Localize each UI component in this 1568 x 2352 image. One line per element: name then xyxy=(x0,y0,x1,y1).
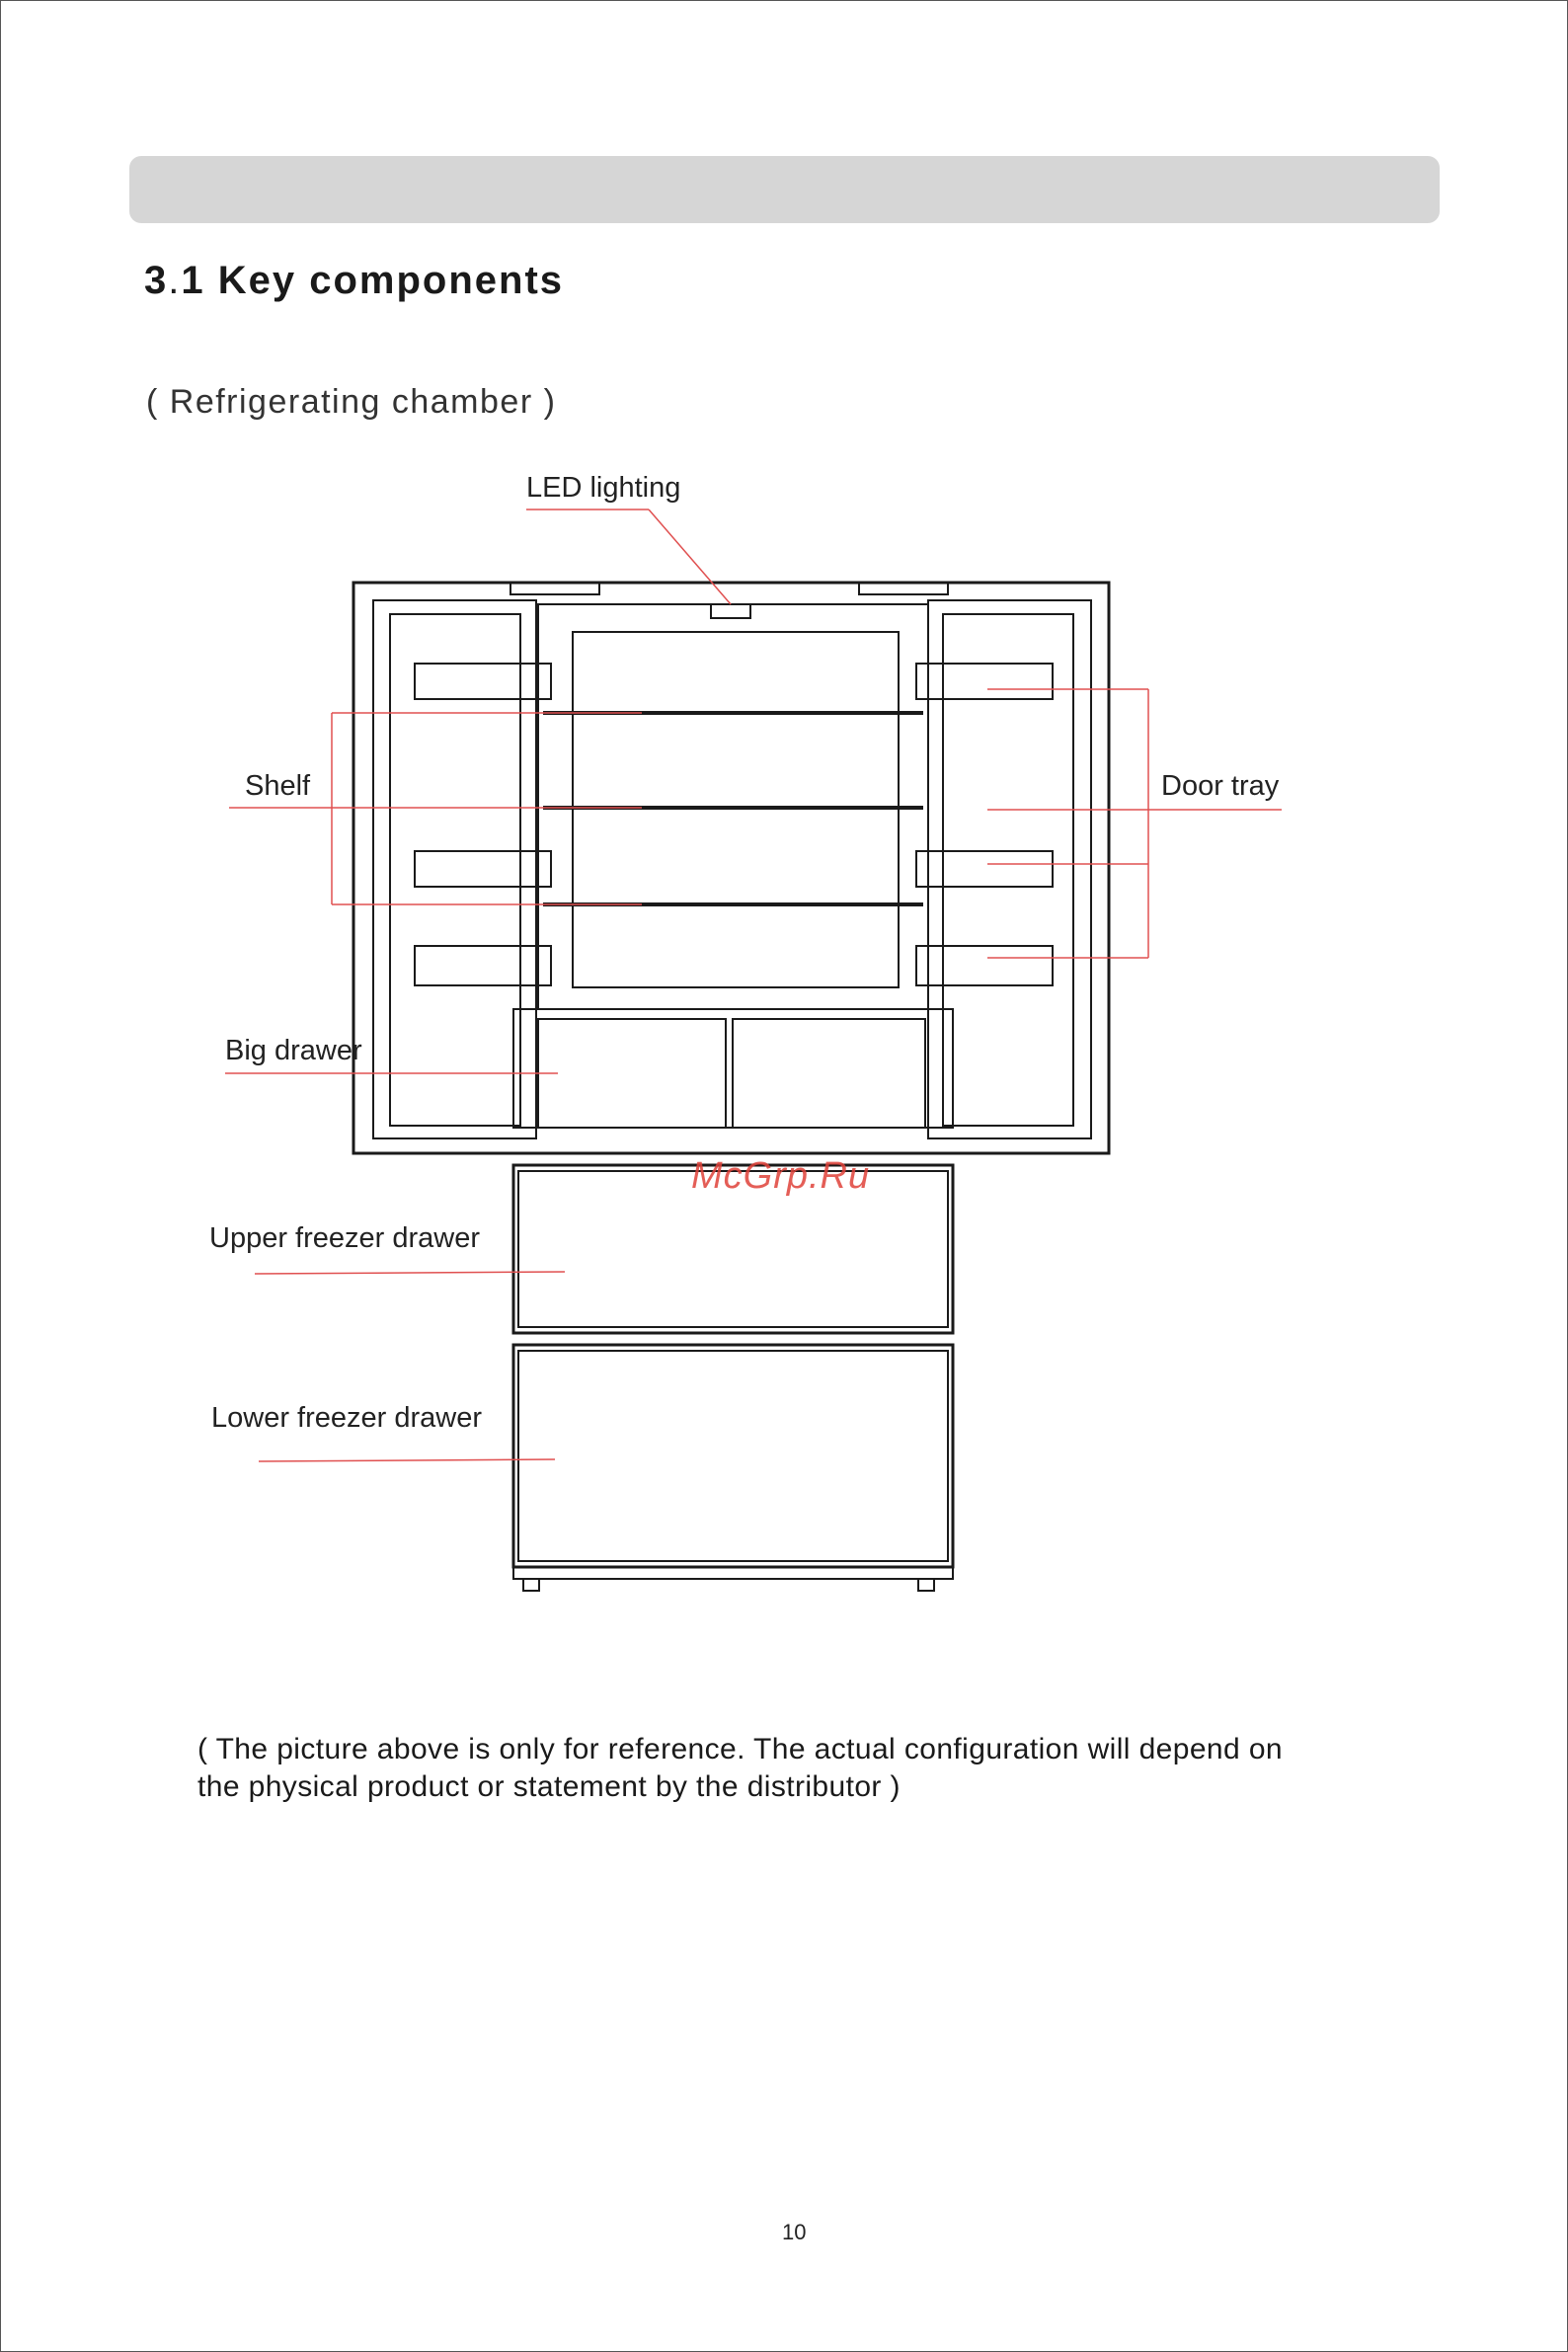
section-separator: . xyxy=(168,259,182,302)
big-drawer-label: Big drawer xyxy=(225,1035,362,1066)
led-lighting-label: LED lighting xyxy=(526,472,681,504)
reference-note-line-1: ( The picture above is only for reference. The actual configuration will depend on xyxy=(197,1733,1283,1765)
section-heading: Key components xyxy=(217,259,565,302)
shelf-label: Shelf xyxy=(245,770,311,802)
section-number: 3 xyxy=(144,259,169,302)
subtitle: ( Refrigerating chamber ) xyxy=(146,383,557,421)
upper-freezer-drawer-label: Upper freezer drawer xyxy=(209,1222,480,1254)
lower-freezer-drawer-label: Lower freezer drawer xyxy=(211,1402,482,1434)
reference-note xyxy=(197,1731,1471,1806)
watermark: McGrp.Ru xyxy=(691,1155,871,1197)
door-tray-label: Door tray xyxy=(1161,770,1280,802)
section-subnumber: 1 xyxy=(181,259,205,302)
page-number: 10 xyxy=(782,2220,807,2244)
reference-note-line-2: the physical product or statement by the distributor ) xyxy=(197,1770,901,1803)
